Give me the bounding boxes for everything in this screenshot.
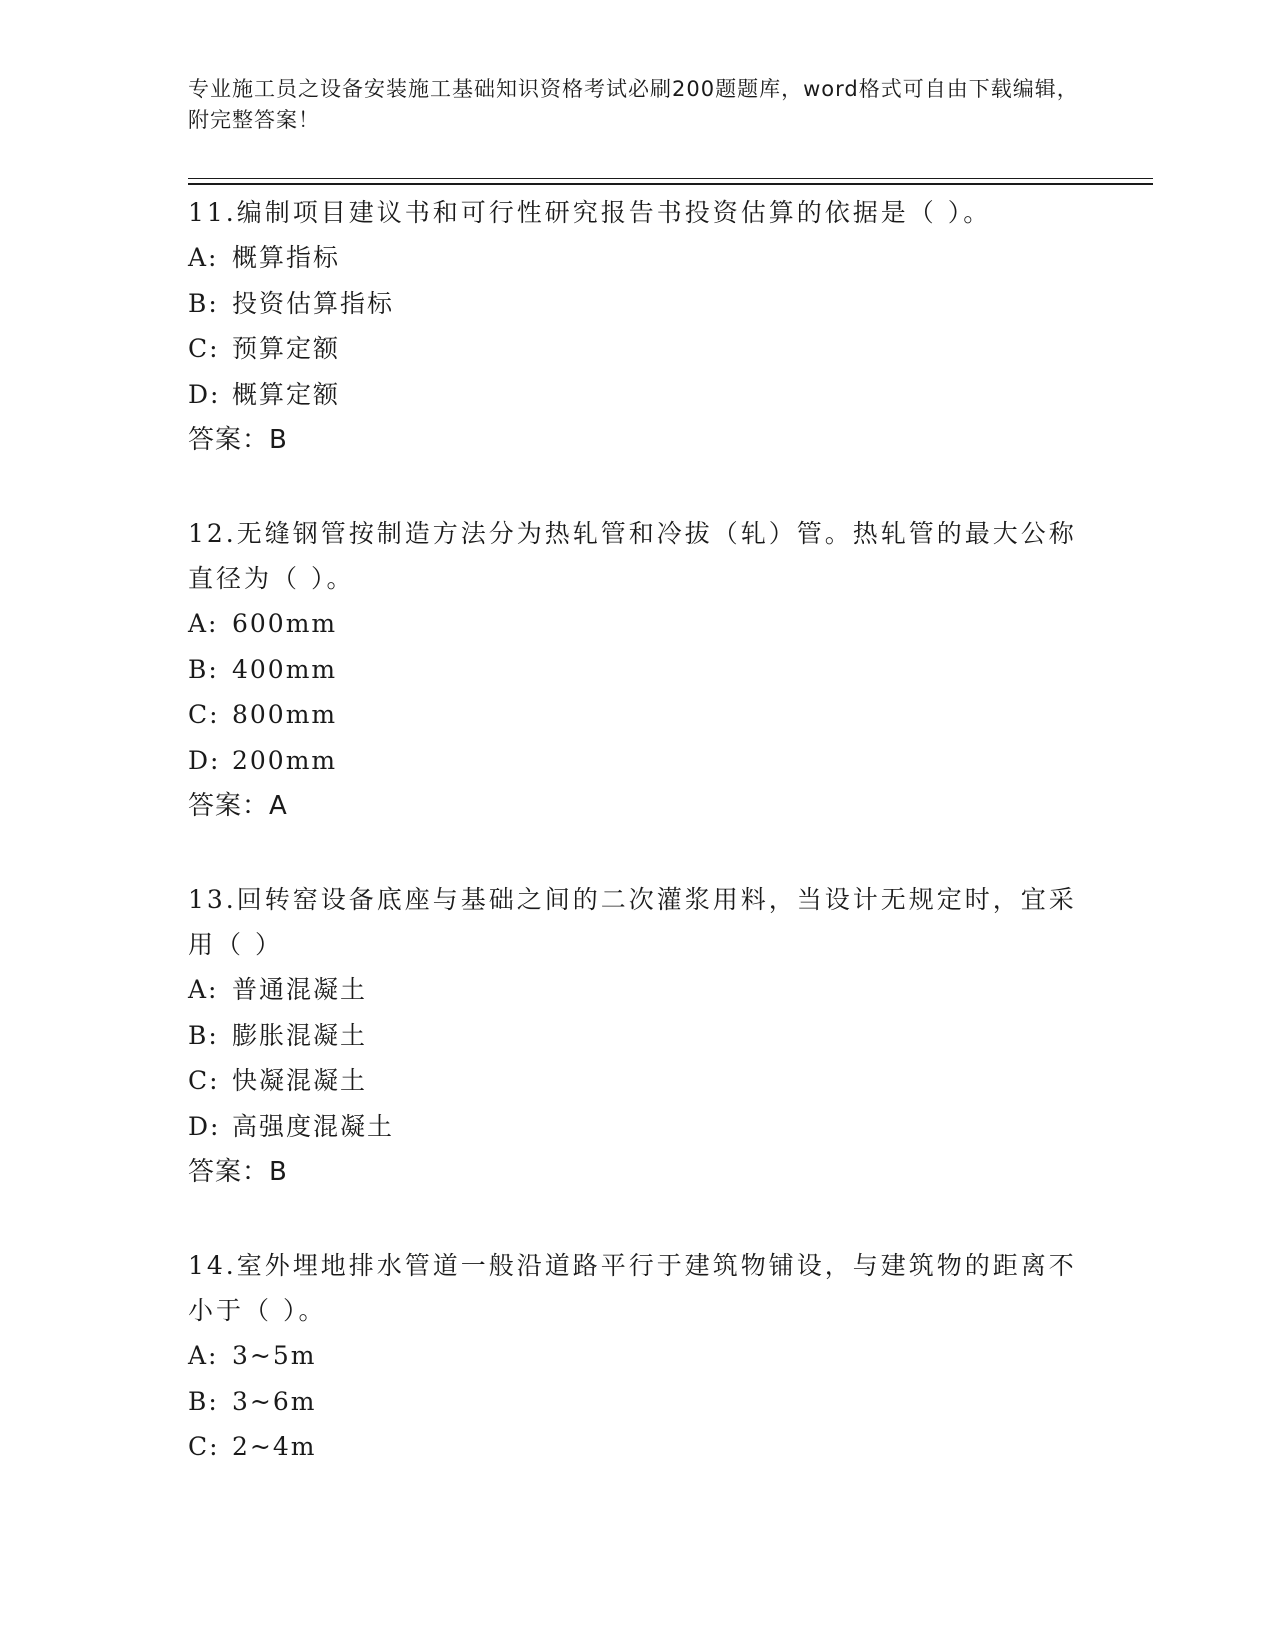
option-a xyxy=(188,601,1088,647)
option-a xyxy=(188,235,1088,281)
option-letter: A: xyxy=(188,243,219,272)
option-text: 概算定额 xyxy=(232,379,341,409)
option-text: 800mm xyxy=(232,700,338,729)
answer: 答案：A xyxy=(188,791,288,821)
document-header: 专业施工员之设备安装施工基础知识资格考试必刷200题题库，word格式可自由下载编辑，附完整答案！ xyxy=(188,77,1079,132)
option-text: 600mm xyxy=(232,609,338,638)
answer: 答案：B xyxy=(188,425,288,455)
option-letter: C: xyxy=(188,334,220,363)
option-b xyxy=(188,1013,1088,1059)
option-a xyxy=(188,1333,1088,1379)
option-text: 普通混凝土 xyxy=(232,975,368,1004)
header-divider-thick xyxy=(188,183,1153,185)
option-a xyxy=(188,967,1088,1013)
option-text: 快凝混凝土 xyxy=(232,1066,368,1095)
option-text: 2~4m xyxy=(232,1432,317,1461)
option-b xyxy=(188,647,1088,693)
option-letter: C: xyxy=(188,1432,220,1461)
option-c xyxy=(188,326,1088,372)
option-b xyxy=(188,281,1088,327)
option-letter: B: xyxy=(188,1020,219,1050)
option-text: 3~5m xyxy=(232,1341,317,1370)
option-text: 投资估算指标 xyxy=(232,288,395,318)
question-11 xyxy=(188,190,1088,463)
option-text: 概算指标 xyxy=(232,243,341,272)
option-letter: C: xyxy=(188,1066,220,1095)
option-letter: C: xyxy=(188,700,220,729)
option-c xyxy=(188,692,1088,738)
option-c xyxy=(188,1058,1088,1104)
answer: 答案：B xyxy=(188,1157,288,1187)
option-letter: A: xyxy=(188,975,219,1004)
option-text: 高强度混凝土 xyxy=(232,1111,395,1141)
option-text: 膨胀混凝土 xyxy=(232,1020,368,1050)
option-c xyxy=(188,1424,1088,1470)
option-letter: D: xyxy=(188,379,221,409)
option-letter: D: xyxy=(188,1111,221,1141)
question-14 xyxy=(188,1243,1088,1470)
question-list xyxy=(188,190,1088,1518)
option-letter: D: xyxy=(188,745,221,775)
option-letter: A: xyxy=(188,609,219,638)
header-divider-thin xyxy=(188,178,1153,179)
option-b xyxy=(188,1379,1088,1425)
option-text: 预算定额 xyxy=(232,334,341,363)
option-letter: B: xyxy=(188,288,219,318)
option-d xyxy=(188,372,1088,418)
option-text: 3~6m xyxy=(232,1386,317,1416)
option-letter: B: xyxy=(188,654,219,684)
question-stem: 11.编制项目建议书和可行性研究报告书投资估算的依据是（ ）。 xyxy=(188,198,992,227)
question-13 xyxy=(188,877,1088,1195)
question-stem: 12.无缝钢管按制造方法分为热轧管和冷拔（轧）管。热轧管的最大公称直径为（ ）。 xyxy=(188,519,1077,593)
option-letter: B: xyxy=(188,1386,219,1416)
question-stem: 13.回转窑设备底座与基础之间的二次灌浆用料，当设计无规定时，宜采用（ ） xyxy=(188,885,1077,959)
question-stem: 14.室外埋地排水管道一般沿道路平行于建筑物铺设，与建筑物的距离不小于（ ）。 xyxy=(188,1251,1077,1325)
option-text: 400mm xyxy=(232,654,338,684)
option-text: 200mm xyxy=(232,745,338,775)
option-d xyxy=(188,1104,1088,1150)
option-letter: A: xyxy=(188,1341,219,1370)
option-d xyxy=(188,738,1088,784)
question-12 xyxy=(188,511,1088,829)
